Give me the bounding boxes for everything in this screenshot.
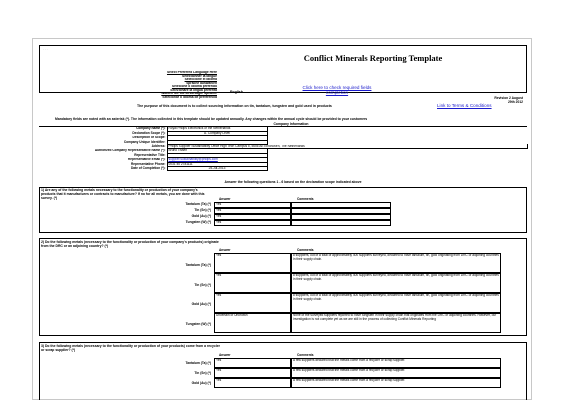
- answer-select[interactable]: Yes: [214, 293, 291, 313]
- language-option[interactable]: Sélectionner la langue: [182, 74, 217, 78]
- document-title: Conflict Minerals Reporting Template: [303, 53, 443, 63]
- comment-field[interactable]: A few suppliers declared that the metals come from a recycler or scrap supplier.: [291, 368, 501, 378]
- answer-select[interactable]: Yes: [214, 378, 291, 388]
- metal-label: Tin (Sn) (*): [194, 208, 211, 212]
- comment-field[interactable]: 8 suppliers, out of a total of approximately 400 suppliers surveyed, declared to have tantalum, tin, gold originating from DRC or adjoining countries in their supply chain.: [291, 293, 501, 313]
- field-value[interactable]: 0031 40 2781111: [167, 162, 267, 166]
- answer-column-head: Answer: [219, 353, 231, 357]
- revision-line: Revision 2 August: [494, 96, 523, 100]
- answer-select[interactable]: Uncertain or Unknown: [214, 313, 291, 333]
- document-page: [32, 38, 532, 400]
- language-option[interactable]: Selecione o idioma preferido: [171, 85, 217, 88]
- metal-label: Tantalum (Ta) (*): [185, 202, 211, 206]
- metal-label: Tungsten (W) (*): [185, 322, 211, 326]
- document-corner-mark: · · ·: [43, 47, 48, 51]
- language-option[interactable]: Selecionar o idioma de preferência: [162, 95, 217, 99]
- field-label: Representative Phone:: [130, 162, 166, 166]
- answer-column-head: Answer: [219, 197, 231, 201]
- comment-field[interactable]: 8 suppliers, out of a total of approximately 400 suppliers surveyed, declared to have tantalum, tin, gold originating from DRC or adjoining countries in their supply chain.: [291, 273, 501, 293]
- field-value[interactable]: A. Company Level: [167, 131, 267, 135]
- mandatory-note: Mandatory fields are noted with an asterisk (*). The information collected in this template should be updated annually. Any changes within the annual cycle should be provided to your customers: [55, 117, 368, 121]
- company-info-table: [39, 127, 528, 171]
- comments-column-head: Comments: [297, 353, 314, 357]
- table-row: [39, 166, 527, 170]
- field-label: Company Unique Identifier:: [123, 140, 166, 144]
- field-value[interactable]: Royal Philips Electronics of the Netherlands: [167, 127, 267, 131]
- metal-label: Gold (Au) (*): [191, 381, 211, 385]
- field-label: Description of Scope:: [132, 135, 166, 140]
- answer-column-head: Answer: [219, 248, 231, 252]
- metal-label: Gold (Au) (*): [191, 302, 211, 306]
- company-info-heading: Company Information: [273, 122, 309, 126]
- question-1-text: 1) Are any of the following metals necessary to the functionality or production of your company's products that it manufactures or contracts to manufacture? If no for all metals, you are done with this survey. (*): [41, 188, 205, 201]
- comments-column-head: Comments: [297, 248, 314, 252]
- field-label: Authorized Company Representative Name (*):: [94, 148, 166, 153]
- language-selector-list[interactable]: [127, 71, 217, 99]
- metal-label: Gold (Au) (*): [191, 214, 211, 218]
- check-required-fields-link[interactable]: Click here to check required fields completion: [302, 85, 372, 95]
- field-label: Company Name (*):: [136, 127, 166, 131]
- metal-label: Tin (Sn) (*): [194, 371, 211, 375]
- field-value[interactable]: 25-Jul-2013: [167, 166, 267, 170]
- comment-field[interactable]: 8 suppliers, out of a total of approximately 400 suppliers surveyed, declared to have tantalum, tin, gold originating from DRC or adjoining countries in their supply chain.: [291, 253, 501, 273]
- answer-select[interactable]: Yes: [214, 208, 291, 214]
- language-option[interactable]: Seleccione el idioma: [184, 78, 217, 81]
- answer-select[interactable]: Yes: [214, 220, 291, 226]
- language-option[interactable]: Sprache auswählen: [186, 81, 217, 85]
- comments-column-head: Comments: [297, 197, 314, 201]
- answer-select[interactable]: Yes: [214, 358, 291, 368]
- field-label: Declaration Scope (*):: [132, 131, 166, 135]
- field-label: Representative Title:: [134, 153, 166, 157]
- field-label: Representative Email (*):: [127, 157, 166, 162]
- terms-conditions-link[interactable]: Link to Terms & Conditions: [437, 103, 492, 108]
- question-3-text: 3) Do the following metals (necessary to the functionality or production of your products) come from a recycler or scrap supplier? (*): [41, 344, 220, 353]
- purpose-text: The purpose of this document is to collect sourcing information on tin, tantalum, tungsten and gold used in products: [137, 104, 332, 108]
- representative-email[interactable]: supplier.sustainability@philips.com: [167, 158, 267, 162]
- answer-select[interactable]: Yes: [214, 368, 291, 378]
- metal-label: Tin (Sn) (*): [194, 283, 211, 287]
- comment-field[interactable]: A few suppliers declared that the metals come from a recycler or scrap supplier.: [291, 378, 501, 388]
- field-value[interactable]: Philips Supplier Sustainability Office High Tech Campus 5, 5656 AE Eindhoven, The Netherlands: [167, 144, 527, 148]
- answer-select[interactable]: Yes: [214, 214, 291, 220]
- metal-label: Tantalum (Ta) (*): [185, 361, 211, 365]
- language-option[interactable]: Wählen Sie die bevorzugte Sprache: [161, 92, 217, 95]
- metal-label: Tantalum (Ta) (*): [185, 263, 211, 267]
- language-option[interactable]: Selezionare la lingua preferita: [170, 88, 217, 92]
- metal-label: Tungsten (W) (*): [185, 220, 211, 224]
- answer-select[interactable]: Yes: [214, 253, 291, 273]
- field-label: Date of Completion (*):: [130, 166, 166, 170]
- questions-heading: Answer the following questions 1 - 6 based on the declaration scope indicated above: [224, 180, 362, 184]
- field-label: Address:: [151, 144, 166, 148]
- question-2-text: 2) Do the following metals (necessary to the functionality or production of your company's products) originate from the DRC or an adjoining country? (*): [41, 240, 219, 249]
- answer-select[interactable]: Yes: [214, 273, 291, 293]
- language-value[interactable]: English: [230, 90, 243, 94]
- comment-field[interactable]: A few suppliers declared that the metals come from a recycler or scrap supplier.: [291, 358, 501, 368]
- field-value[interactable]: Bruno Tissen: [167, 149, 267, 153]
- language-option[interactable]: Select Preferred Language Here: [166, 71, 217, 74]
- comment-field[interactable]: None of the surveyed suppliers reported to have tungsten in their supply chain that originates from the DRC or adjoining countries. However, our investigation is not complete yet as we are still in the process of collecting Conflict Minerals Reporting: [291, 313, 501, 333]
- revision-line: 29th 2012: [507, 100, 523, 104]
- answer-select[interactable]: Yes: [214, 202, 291, 208]
- comment-field[interactable]: [291, 220, 391, 226]
